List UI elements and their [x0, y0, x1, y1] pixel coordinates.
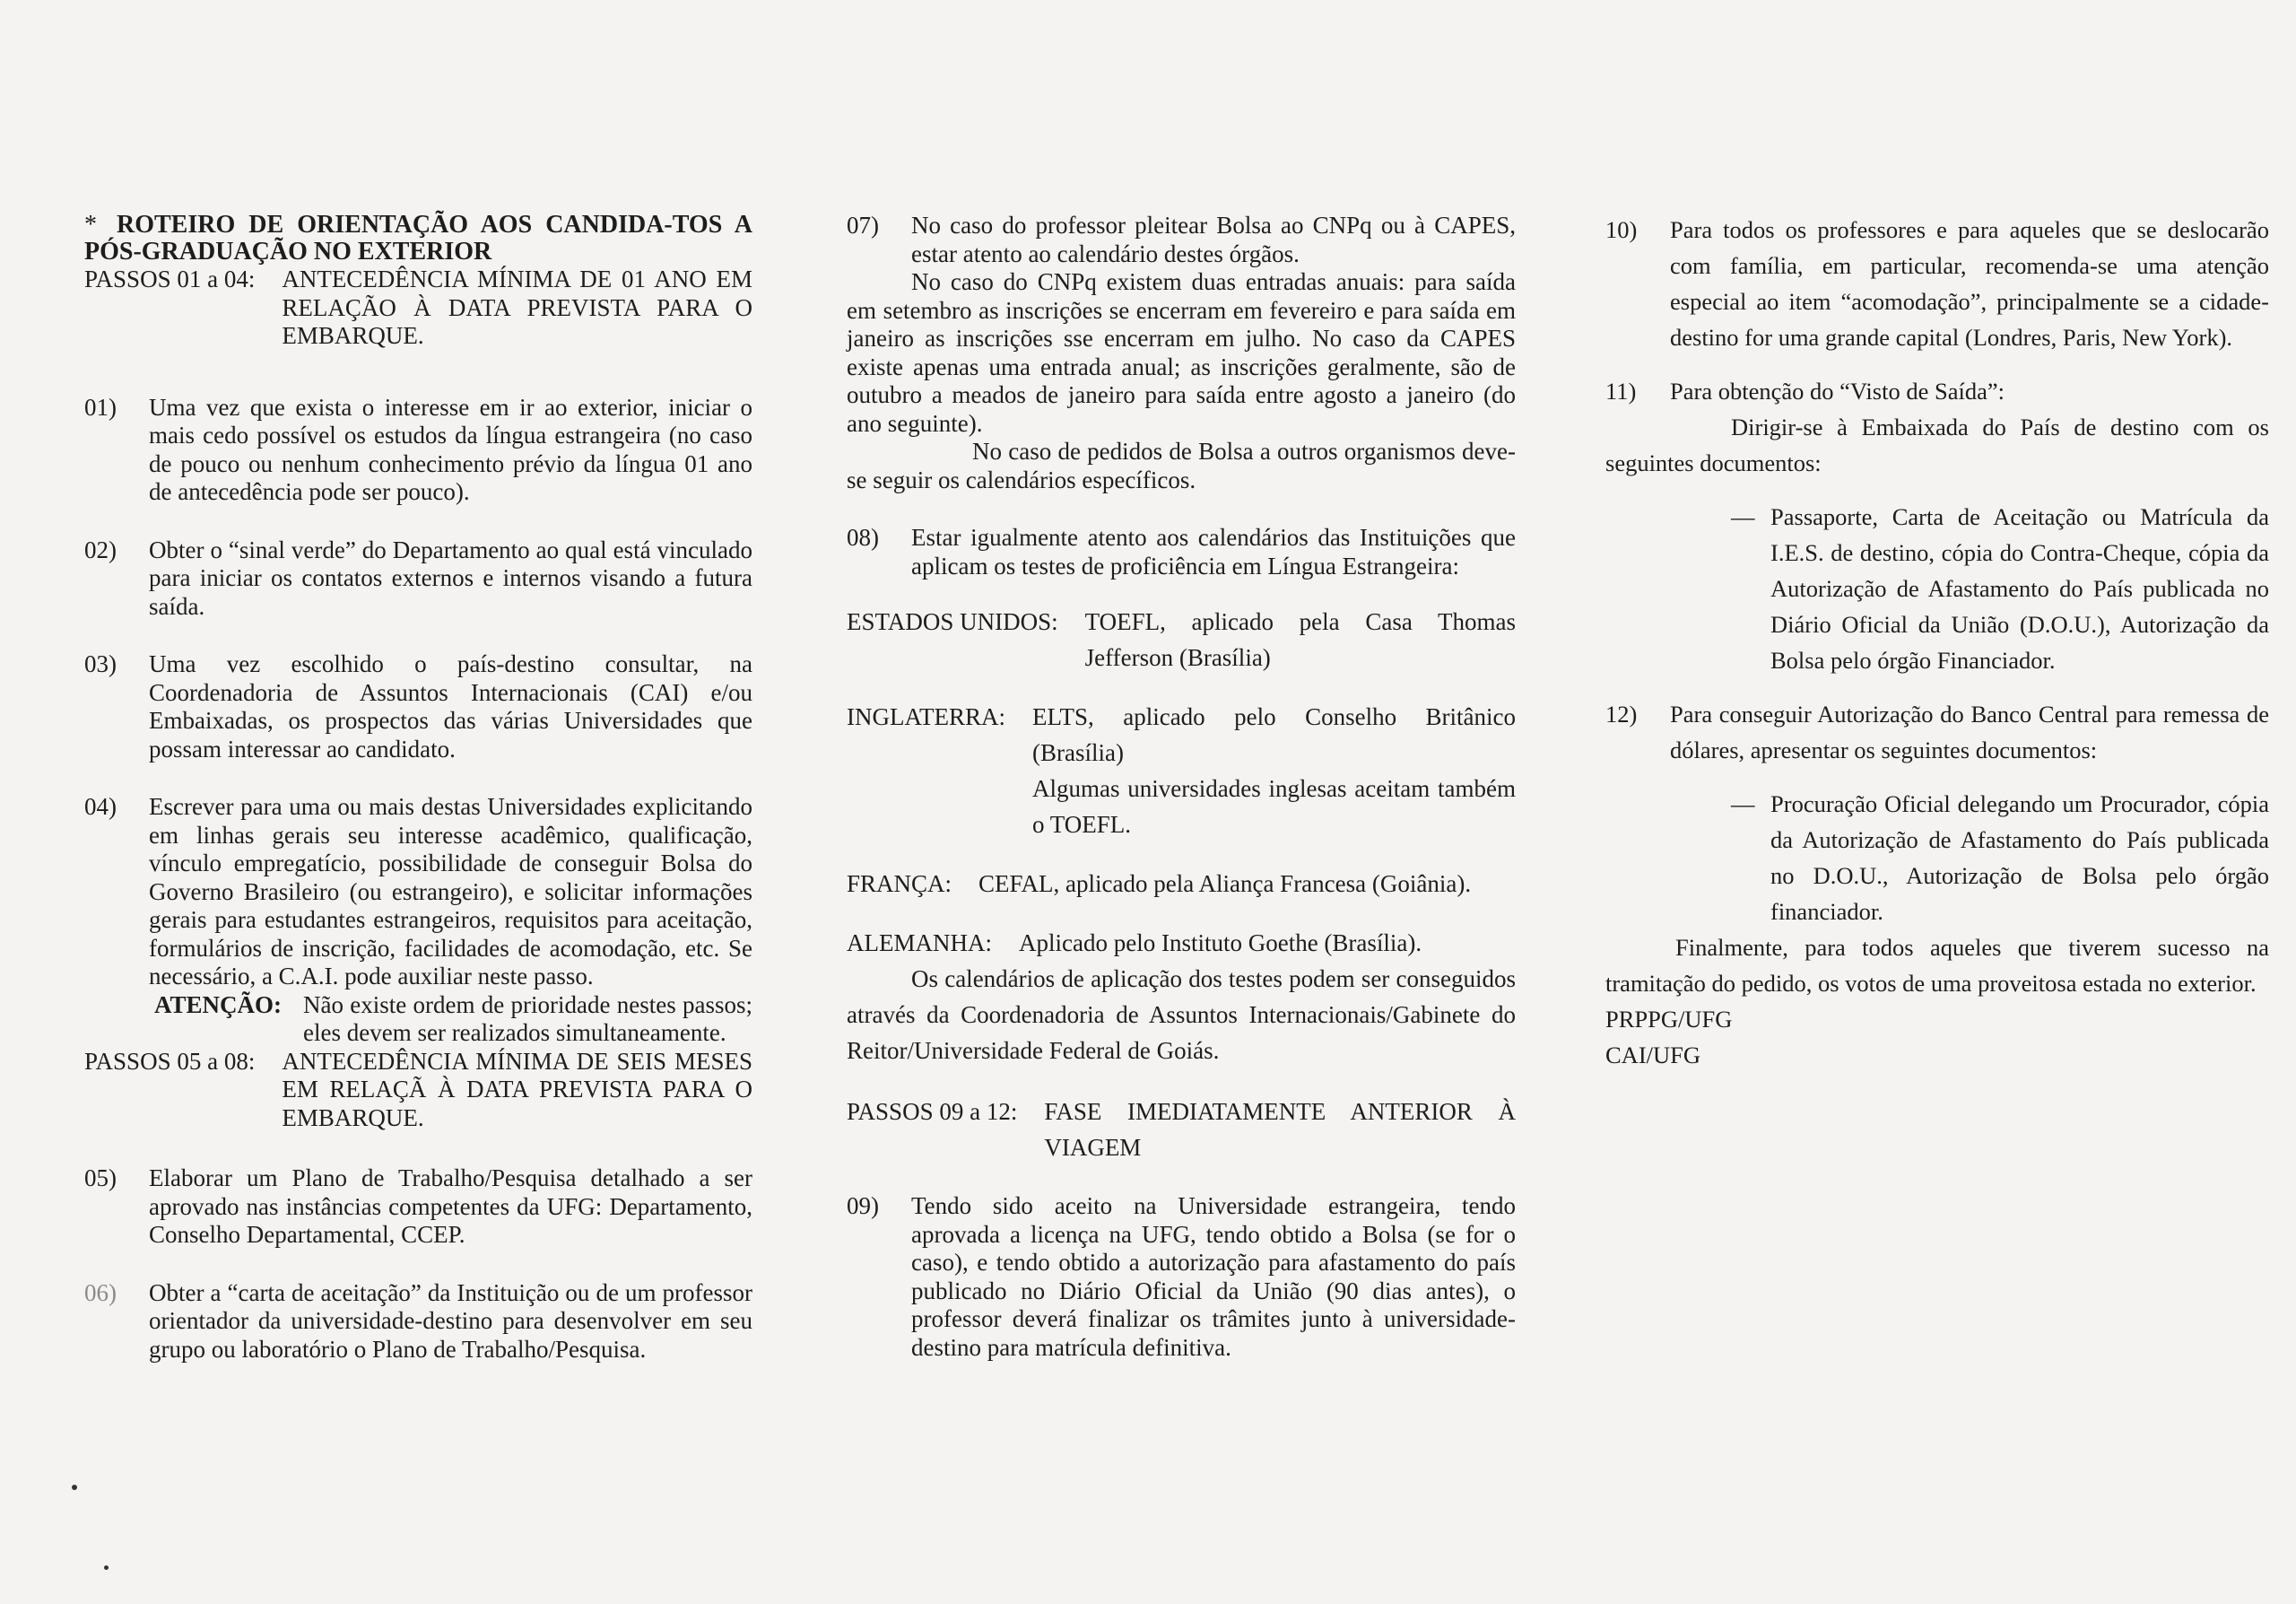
- country-text: CEFAL, aplicado pela Aliança Francesa (Goiânia).: [978, 870, 1472, 897]
- paragraph: Os calendários de aplicação dos testes podem ser conseguidos através da Coordenadoria de Assuntos Internacionais/Gabinete do Reitor/Universidade Federal de Goiás.: [847, 965, 1516, 1064]
- item-text: Uma vez que exista o interesse em ir ao exterior, iniciar o mais cedo possível os estudos da língua estrangeira (no caso de pouco ou nenhum conhecimento prévio da língua 01 ano de antecedência pode ser pouco).: [149, 393, 752, 505]
- country-label: ESTADOS UNIDOS:: [847, 608, 1058, 635]
- list-item: [847, 1192, 1516, 1362]
- document-list: [1731, 499, 2269, 678]
- item-number: 10): [1605, 216, 1638, 243]
- dash-mark: —: [1731, 503, 1755, 530]
- country-label: ALEMANHA:: [847, 929, 992, 956]
- item-text: No caso do professor pleitear Bolsa ao CNPq ou à CAPES, estar atento ao calendário destes órgãos.: [911, 212, 1516, 267]
- item-number: 03): [84, 650, 117, 677]
- signature-cai: CAI/UFG: [1605, 1042, 1701, 1068]
- country-text: TOEFL, aplicado pela Casa Thomas Jefferson (Brasília): [1084, 608, 1516, 671]
- item-number: 01): [84, 393, 117, 421]
- item-number: 12): [1605, 701, 1638, 728]
- item-text: Para obtenção do “Visto de Saída”:: [1670, 378, 2005, 405]
- list-item: [84, 536, 752, 622]
- pass-label: PASSOS 01 a 04:: [84, 266, 256, 292]
- item-number: 11): [1605, 378, 1637, 405]
- list-item: [1605, 696, 2269, 768]
- pass-label: PASSOS 09 a 12:: [847, 1098, 1018, 1125]
- ink-speck: [72, 1485, 77, 1490]
- pass-text: ANTECEDÊNCIA MÍNIMA DE SEIS MESES EM RELAÇÃ À DATA PREVISTA PARA O EMBARQUE.: [282, 1047, 752, 1131]
- list-item: [1605, 373, 2269, 409]
- pass-label: PASSOS 05 a 08:: [84, 1047, 256, 1075]
- column-left: [84, 212, 752, 1364]
- country-entry: [847, 925, 1516, 961]
- title-text: ROTEIRO DE ORIENTAÇÃO AOS CANDIDA-TOS A PÓS-GRADUAÇÃO NO EXTERIOR: [84, 211, 752, 266]
- pass-group-1: [84, 266, 752, 351]
- column-middle: [847, 212, 1516, 1362]
- item-text: Para conseguir Autorização do Banco Central para remessa de dólares, apresentar os seguintes documentos:: [1670, 701, 2269, 763]
- pass-group-3: [847, 1094, 1516, 1165]
- dash-text: Passaporte, Carta de Aceitação ou Matrícula da I.E.S. de destino, cópia do Contra-Cheque, cópia da Autorização de Afastamento do País publicada no Diário Oficial da União (D.O.U.), Autorização da Bolsa pelo órgão Financiador.: [1770, 503, 2269, 674]
- ink-speck: [104, 1565, 109, 1570]
- country-entry: [847, 604, 1516, 676]
- signature-prppg: PRPPG/UFG: [1605, 1006, 1733, 1033]
- list-item: [84, 650, 752, 763]
- attention-label: ATENÇÃO:: [154, 990, 283, 1018]
- paragraph: No caso de pedidos de Bolsa a outros organismos deve-se seguir os calendários específicos.: [847, 438, 1516, 493]
- pass-text: ANTECEDÊNCIA MÍNIMA DE 01 ANO EM RELAÇÃO À DATA PREVISTA PARA O EMBARQUE.: [282, 266, 752, 349]
- item-number: 04): [84, 793, 117, 820]
- dash-text: Procuração Oficial delegando um Procurador, cópia da Autorização de Afastamento do País publicada no D.O.U., Autorização de Bolsa pelo órgão financiador.: [1770, 790, 2269, 925]
- list-item: [847, 212, 1516, 268]
- item-number: 07): [847, 212, 879, 239]
- item-number: 09): [847, 1192, 879, 1219]
- country-text: ELTS, aplicado pelo Conselho Britânico (Brasília): [1032, 703, 1516, 766]
- attention-note: [154, 991, 752, 1048]
- item-text: Uma vez escolhido o país-destino consultar, na Coordenadoria de Assuntos Internacionais (CAI) e/ou Embaixadas, os prospectos das várias Universidades que possam interessar ao candidato.: [149, 650, 752, 763]
- list-item: [84, 1164, 752, 1250]
- item-text: Escrever para uma ou mais destas Universidades explicitando em linhas gerais seu interesse acadêmico, qualificação, vínculo empregatício, possibilidade de conseguir Bolsa do Governo Brasileiro (ou estrangeiro), e solicitar informações gerais para estudantes estrangeiros, requisitos para aceitação, formulários de inscrição, facilidades de acomodação, etc. Se necessário, a C.A.I. pode auxiliar neste passo.: [149, 793, 752, 989]
- country-text: Algumas universidades inglesas aceitam também o TOEFL.: [1032, 775, 1516, 838]
- document-title: [84, 212, 752, 266]
- pass-text: FASE IMEDIATAMENTE ANTERIOR À VIAGEM: [1044, 1098, 1516, 1161]
- title-asterisk: *: [84, 211, 97, 239]
- list-item: [84, 1279, 752, 1364]
- country-entry: [847, 699, 1516, 842]
- item-text: Para todos os professores e para aqueles que se deslocarão com família, em particular, recomenda-se uma atenção especial ao item “acomodação”, principalmente se a cidade-destino for uma grande capital (Londres, Paris, New York).: [1670, 216, 2269, 351]
- dash-mark: —: [1731, 790, 1755, 817]
- closing-paragraph: Finalmente, para todos aqueles que tiverem sucesso na tramitação do pedido, os votos de uma proveitosa estada no exterior.: [1605, 934, 2269, 997]
- attention-text: Não existe ordem de prioridade nestes passos; eles devem ser realizados simultaneamente.: [303, 990, 752, 1046]
- document-list: [1731, 786, 2269, 929]
- item-text: Obter a “carta de aceitação” da Instituição ou de um professor orientador da universidade-destino para desenvolver em seu grupo ou laboratório o Plano de Trabalho/Pesquisa.: [149, 1278, 752, 1363]
- item-number: 02): [84, 536, 117, 563]
- item-text: Elaborar um Plano de Trabalho/Pesquisa detalhado a ser aprovado nas instâncias competentes da UFG: Departamento, Conselho Departamental, CCEP.: [149, 1164, 752, 1248]
- pass-group-2: [84, 1048, 752, 1133]
- country-label: FRANÇA:: [847, 870, 952, 897]
- paragraph: Dirigir-se à Embaixada do País de destino com os seguintes documentos:: [1605, 414, 2269, 476]
- country-text: Aplicado pelo Instituto Goethe (Brasília).: [1019, 929, 1422, 956]
- item-text: Obter o “sinal verde” do Departamento ao qual está vinculado para iniciar os contatos externos e internos visando a futura saída.: [149, 536, 752, 620]
- item-number: 05): [84, 1164, 117, 1191]
- list-item: [1605, 212, 2269, 355]
- item-number: 08): [847, 524, 879, 551]
- item-number: 06): [84, 1278, 117, 1306]
- country-entry: [847, 866, 1516, 902]
- paragraph: No caso do CNPq existem duas entradas anuais: para saída em setembro as inscrições se encerram em fevereiro e para saída em janeiro as inscrições sse encerram em julho. No caso da CAPES existe apenas uma entrada anual; as inscrições geralmente, são de outubro a meados de janeiro para saída entre agosto a janeiro (do ano seguinte).: [847, 268, 1516, 437]
- item-text: Tendo sido aceito na Universidade estrangeira, tendo aprovada a licença na UFG, tendo obtido a Bolsa (se for o caso), e tendo obtido a autorização para afastamento do país publicado no Diário Oficial da União (90 dias antes), o professor deverá finalizar os trâmites junto à universidade-destino para matrícula definitiva.: [911, 1192, 1516, 1361]
- list-item: [847, 524, 1516, 580]
- list-item: [84, 394, 752, 507]
- list-item: [84, 793, 752, 991]
- column-right: [1605, 212, 2269, 1073]
- item-text: Estar igualmente atento aos calendários das Instituições que aplicam os testes de proficiência em Língua Estrangeira:: [911, 524, 1516, 580]
- country-label: INGLATERRA:: [847, 703, 1005, 730]
